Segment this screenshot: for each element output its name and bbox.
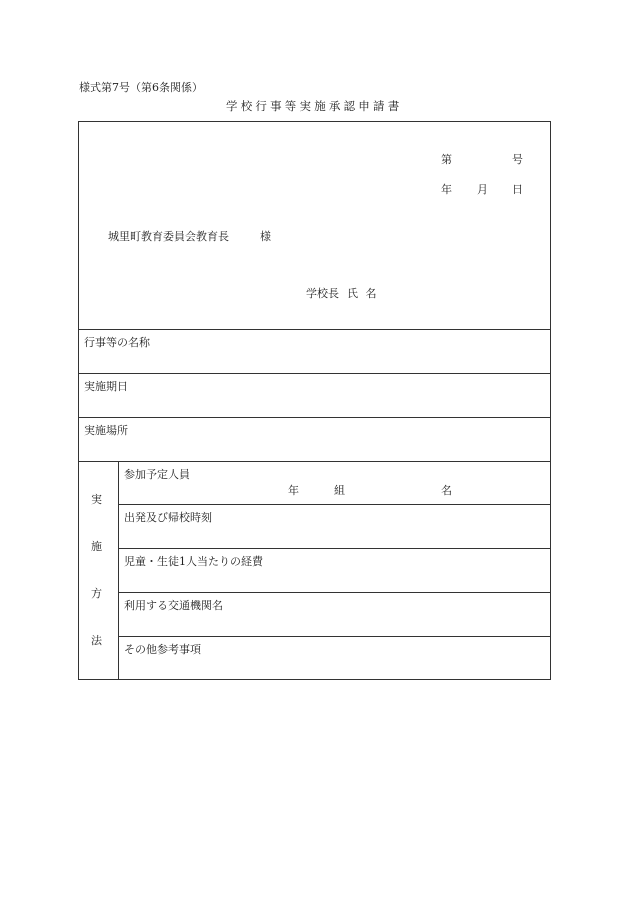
participants-unit-class: 組 [334,484,345,497]
applicant-title: 学校長 [306,287,339,300]
divider-transport [118,636,551,637]
form-title: 学校行事等実施承認申請書 [226,99,403,113]
period-label: 実施期日 [84,380,128,393]
divider-departure [118,548,551,549]
method-label-char-2: 施 [91,540,102,553]
divider-period [78,417,551,418]
date-day: 日 [512,183,523,196]
transport-label: 利用する交通機関名 [124,599,223,612]
date-month: 月 [477,183,488,196]
addressee: 城里町教育委員会教育長 [108,230,229,243]
participants-unit-people: 名 [441,484,452,497]
location-label: 実施場所 [84,424,128,437]
applicant-name-label: 氏 名 [347,287,379,300]
event-name-label: 行事等の名称 [84,336,150,349]
divider-participants [118,504,551,505]
divider-cost [118,592,551,593]
divider-top-section [78,329,551,330]
participants-unit-year: 年 [288,484,299,497]
addressee-honorific: 様 [260,230,271,243]
method-label-char-1: 実 [91,493,102,506]
application-form-table [78,121,551,680]
participants-label: 参加予定人員 [124,468,190,481]
divider-event-name [78,373,551,374]
other-notes-label: その他参考事項 [124,643,201,656]
form-number: 様式第7号（第6条関係） [79,81,203,94]
method-label-char-3: 方 [91,587,102,600]
date-year: 年 [441,183,452,196]
departure-return-label: 出発及び帰校時刻 [124,511,212,524]
divider-location [78,461,551,462]
divider-method-column [118,461,119,680]
cost-per-student-label: 児童・生徒1人当たりの経費 [124,555,263,568]
number-prefix: 第 [441,153,452,166]
method-label-char-4: 法 [91,634,102,647]
number-suffix: 号 [512,153,523,166]
